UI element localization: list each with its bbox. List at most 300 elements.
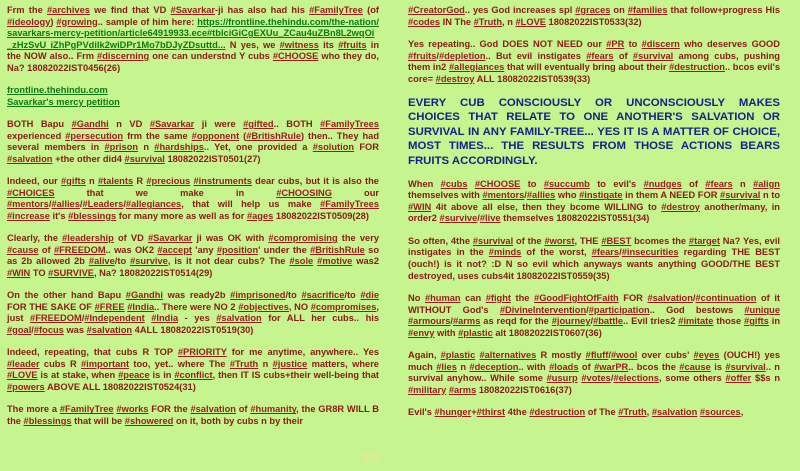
hashtag-conflict[interactable]: #conflict (174, 370, 213, 381)
post-paragraph (7, 290, 379, 336)
paragraph-text: $$s n (751, 373, 780, 384)
hashtag-discerning[interactable]: #discerning (97, 51, 150, 62)
paragraph-text: in them A NEED FOR (622, 190, 721, 201)
paragraph-text: is in (149, 370, 175, 381)
paragraph-text: FOR (618, 293, 648, 304)
hashtag-fruits[interactable]: #fruits (408, 50, 437, 61)
hashtag-peace[interactable]: #peace (118, 370, 150, 381)
paragraph-text: When (408, 178, 441, 189)
hashtag-ages[interactable]: #ages (246, 210, 274, 221)
paragraph-text: -ji has also had his (215, 5, 310, 15)
hashtag-fruits[interactable]: #fruits (338, 39, 367, 50)
paragraph-text: so as 2b allowed 2b (7, 244, 379, 267)
hashtag-free[interactable]: #FREE (94, 301, 125, 312)
paragraph-text: to (520, 178, 544, 189)
hashtag-survival[interactable]: #survival (124, 153, 165, 164)
hashtag-hunger[interactable]: #hunger (434, 407, 472, 418)
paragraph-text: / (590, 316, 594, 327)
article-url-link[interactable]: https://frontline.thehindu.com/the-nation/savarkars-mercy-petition/article64919933.ece#tblciGiCgEXUu_ZCau4uZBn8L2wqOi_zHzSvU iZhPgPVdilk2wiDPr1Mo7bDJyZDsuttd... (7, 16, 379, 50)
paragraph-text: Frm the (7, 5, 48, 15)
hashtag-imprisoned[interactable]: #imprisoned (230, 290, 286, 301)
paragraph-text: , n (502, 16, 516, 27)
hashtag-archives[interactable]: #archives (47, 5, 90, 15)
paragraph-text: is at stake, when (37, 370, 119, 381)
paragraph-text: who they do, Na? 18082022IST0456(26) (7, 51, 379, 73)
paragraph-text: 18082022IST0533(32) (545, 16, 642, 27)
paragraph-text: /to (114, 256, 131, 267)
paragraph-text: / (79, 199, 83, 210)
hashtag-offer[interactable]: #offer (725, 373, 752, 384)
hashtag-increase[interactable]: #increase (7, 210, 50, 221)
post-paragraph (408, 407, 780, 419)
paragraph-text: the very (337, 233, 379, 244)
hashtag-witness[interactable]: #witness (279, 39, 319, 50)
hashtag-leader[interactable]: #leader (7, 358, 40, 369)
link-domain[interactable]: frontline.thehindu.com (7, 85, 108, 96)
paragraph-text: BOTH Bapu (7, 119, 72, 130)
hashtag-justice[interactable]: #justice (272, 358, 308, 369)
hashtag-ideology[interactable]: #ideology (7, 16, 51, 27)
paragraph-text: of it WITHOUT God's (408, 293, 780, 315)
hashtag-persecution[interactable]: #persecution (65, 130, 124, 141)
hashtag-pr[interactable]: #PR (606, 39, 625, 50)
hashtag-allegiances[interactable]: #allegiances (125, 199, 182, 210)
paragraph-text: n VD (108, 119, 150, 130)
hashtag-instruments[interactable]: #instruments (193, 176, 252, 187)
hashtag-continuation[interactable]: #continuation (695, 293, 757, 304)
paragraph-text: , then IT IS cubs+their well-being that (212, 370, 379, 381)
post-paragraph (408, 5, 780, 28)
hashtag-live[interactable]: #live (479, 213, 501, 224)
hashtag-lies[interactable]: #lies (436, 361, 457, 372)
hashtag-survival[interactable]: #survival (720, 190, 761, 201)
hashtag-battle[interactable]: #battle (593, 316, 624, 327)
hashtag-choose[interactable]: #CHOOSE (272, 51, 319, 62)
paragraph-text: we find that VD (89, 5, 171, 15)
paragraph-text: / (31, 324, 34, 335)
paragraph-text: .. sample of him here: (97, 16, 198, 27)
paragraph-text: IN The (440, 16, 474, 27)
link-title[interactable]: Savarkar's mercy petition (7, 96, 120, 107)
hashtag-discern[interactable]: #discern (641, 39, 680, 50)
hashtag-worst[interactable]: #worst (544, 235, 575, 246)
paragraph-text: (OUCH!) yes much (408, 350, 780, 372)
paragraph-text: 4the (505, 407, 530, 418)
paragraph-text: , (740, 407, 744, 418)
hashtag-blessings[interactable]: #blessings (68, 210, 117, 221)
hashtag-align[interactable]: #align (753, 178, 780, 189)
hashtag-allegiances[interactable]: #allegiances (448, 62, 505, 73)
paragraph-text: those (713, 316, 745, 327)
hashtag-opponent[interactable]: #opponent (191, 130, 240, 141)
paragraph-text: .. yes God increases spl (464, 5, 576, 15)
hashtag-britishrule[interactable]: #BritishRule (310, 244, 365, 255)
paragraph-text: on it, both by cubs n by their (173, 415, 304, 426)
hashtag-nudges[interactable]: #nudges (643, 178, 682, 189)
paragraph-text: among cubs, pushing them in2 (408, 50, 780, 73)
paragraph-text: .. BOTH (273, 119, 321, 130)
hashtag-journey[interactable]: #journey (551, 316, 591, 327)
hashtag-graces[interactable]: #graces (575, 5, 611, 15)
hashtag-creatorgod[interactable]: #CreatorGod (408, 5, 465, 15)
paragraph-text: Na? Yes, evil instigates in the (408, 235, 780, 258)
hashtag-familytree[interactable]: #FamilyTree (59, 404, 114, 415)
paragraph-text: .. bcos evil's core= (408, 62, 781, 84)
hashtag-compromises[interactable]: #compromises (310, 301, 377, 312)
hashtag-choices[interactable]: #CHOICES (7, 187, 55, 198)
paragraph-text: - yes (178, 313, 217, 324)
hashtag-alive[interactable]: #alive (88, 256, 115, 267)
paragraph-text: No (408, 293, 425, 304)
paragraph-text: / (48, 199, 52, 210)
paragraph-text: of The (585, 407, 619, 418)
paragraph-text: with (434, 327, 459, 338)
paragraph-text: FOR (354, 142, 379, 153)
hashtag-choose[interactable]: #CHOOSE (474, 178, 521, 189)
paragraph-text: of the worst, (521, 247, 592, 258)
paragraph-text: that will eventually bring about their (504, 62, 670, 73)
paragraph-text: 18082022IST0616(37) (476, 384, 572, 395)
paragraph-text: / (692, 293, 696, 304)
hashtag-mentors[interactable]: #mentors (482, 190, 525, 201)
hashtag-wool[interactable]: #wool (610, 350, 638, 361)
hashtag-fears[interactable]: #fears (705, 178, 733, 189)
paragraph-text: Evil's (408, 407, 435, 418)
paragraph-text: n to (760, 190, 781, 201)
hashtag-salvation[interactable]: #salvation (190, 404, 236, 415)
hashtag-survive[interactable]: #survive (130, 256, 168, 267)
paragraph-text: who (555, 190, 580, 201)
hashtag-cause[interactable]: #cause (679, 361, 711, 372)
paragraph-text: / (123, 199, 126, 210)
paragraph-text: Again, (408, 350, 441, 361)
post-paragraph (7, 119, 379, 165)
hashtag-unique[interactable]: #unique (744, 304, 781, 315)
paragraph-text: that we make in (54, 187, 277, 198)
hashtag-solution[interactable]: #solution (312, 142, 355, 153)
paragraph-text: ji was OK with (192, 233, 269, 244)
hashtag-armours[interactable]: #armours (408, 316, 451, 327)
hashtag-survive[interactable]: #SURVIVE (48, 267, 94, 278)
hashtag-india[interactable]: #India (127, 301, 155, 312)
paragraph-text: bcomes the (631, 235, 689, 246)
hashtag-allies[interactable]: #allies (526, 190, 556, 201)
hashtag-familytrees[interactable]: #FamilyTrees (320, 199, 379, 210)
hashtag-target[interactable]: #target (688, 235, 720, 246)
hashtag-best[interactable]: #BEST (601, 235, 632, 246)
hashtag-destroy[interactable]: #destroy (661, 201, 700, 212)
paragraph-text: 4it above all else, then they bcome WILLING to (431, 201, 662, 212)
paragraph-text: , some others (658, 373, 726, 384)
paragraph-text: another/many, in order2 (408, 201, 780, 224)
paragraph-text: The more a (7, 404, 60, 415)
paragraph-text: .. Yet, one provided a (203, 142, 313, 153)
hashtag-love[interactable]: #LOVE (7, 370, 38, 381)
paragraph-text: it's (49, 210, 69, 221)
paragraph-text: / (81, 313, 85, 324)
paragraph-text: Yes repeating.. God DOES NOT NEED our (408, 39, 607, 50)
paragraph-text: over cubs' (637, 350, 694, 361)
paragraph-text: experienced (7, 130, 66, 141)
hashtag-arms[interactable]: #arms (448, 384, 477, 395)
hashtag-compromising[interactable]: #compromising (268, 233, 338, 244)
paragraph-text: .. There were NO 2 (154, 301, 239, 312)
paragraph-text: for me anytime, anywhere.. Yes (226, 347, 379, 358)
hashtag-prison[interactable]: #prison (104, 142, 139, 153)
hashtag-freedom[interactable]: #FREEDOM (53, 244, 106, 255)
paragraph-text: alt 18082022IST0607(36) (492, 327, 602, 338)
paragraph-text: cubs R (39, 358, 82, 369)
hashtag-fight[interactable]: #fight (485, 293, 511, 304)
post-paragraph (408, 39, 780, 85)
paragraph-text: of VD (113, 233, 148, 244)
hashtag-destroy[interactable]: #destroy (435, 73, 475, 84)
hashtag-envy[interactable]: #envy (408, 327, 435, 338)
paragraph-text: as reqd for the (480, 316, 552, 327)
paragraph-text: was (63, 324, 87, 335)
hashtag-hardships[interactable]: #hardships (154, 142, 204, 153)
hashtag-alternatives[interactable]: #alternatives (479, 350, 537, 361)
hashtag-succumb[interactable]: #succumb (543, 178, 590, 189)
paragraph-text: , (646, 407, 652, 418)
paragraph-text: regarding THE BEST (ouch!) is it not? :D N so evil which anyways wants anything GOOD/THE BEST destroyed, uses cubs4it 18082022IST0559(35) (408, 247, 780, 281)
paragraph-text: for many more as well as for (116, 210, 247, 221)
hashtag-truth[interactable]: #Truth (473, 16, 503, 27)
hashtag-survival[interactable]: #survival (632, 50, 674, 61)
hashtag-win[interactable]: #WIN (408, 201, 432, 212)
hashtag-plastic[interactable]: #plastic (458, 327, 493, 338)
hashtag-participation[interactable]: #participation (588, 304, 650, 315)
right-column (408, 5, 780, 419)
post-paragraph (7, 233, 379, 279)
hashtag-families[interactable]: #families (627, 5, 668, 15)
hashtag-fears[interactable]: #fears (586, 50, 614, 61)
hashtag-fears[interactable]: #fears (591, 247, 620, 258)
hashtag-elections[interactable]: #elections (613, 373, 659, 384)
hashtag-growing[interactable]: #growing (56, 16, 98, 27)
paragraph-text: the (511, 293, 535, 304)
hashtag-imitate[interactable]: #imitate (678, 316, 714, 327)
left-column (7, 5, 379, 427)
paragraph-text: On the other hand Bapu (7, 290, 126, 301)
hashtag-destruction[interactable]: #destruction (669, 62, 725, 73)
paragraph-text: ( (239, 130, 247, 141)
paragraph-text: /to (344, 290, 361, 301)
hashtag-objectives[interactable]: #objectives (238, 301, 289, 312)
hashtag-truth[interactable]: #Truth (618, 407, 647, 418)
hashtag-depletion[interactable]: #depletion (439, 50, 486, 61)
hashtag-accept[interactable]: #accept (157, 244, 192, 255)
hashtag-position[interactable]: #position (216, 244, 259, 255)
hashtag-deception[interactable]: #deception (469, 361, 519, 372)
hashtag-thirst[interactable]: #thirst (476, 407, 506, 418)
hashtag-gifts[interactable]: #gifts (61, 176, 86, 187)
hashtag-salvation[interactable]: #salvation (647, 293, 693, 304)
paragraph-text: / (524, 190, 527, 201)
hashtag-win[interactable]: #WIN (7, 267, 31, 278)
paragraph-text: .. Evil tries2 (623, 316, 679, 327)
paragraph-text: ) then.. They had several members in (7, 130, 379, 153)
hashtag-survival[interactable]: #survival (472, 235, 514, 246)
hashtag-truth[interactable]: #Truth (229, 358, 259, 369)
hashtag-independent[interactable]: #Independent (84, 313, 145, 324)
hashtag-freedom[interactable]: #FREEDOM (30, 313, 82, 324)
hashtag-military[interactable]: #military (408, 384, 447, 395)
hashtag-savarkar[interactable]: #Savarkar (147, 233, 193, 244)
hashtag-love[interactable]: #LOVE (515, 16, 546, 27)
paragraph-text: n (85, 176, 98, 187)
hashtag-familytree[interactable]: #FamilyTree (309, 5, 363, 15)
paragraph-text: / (610, 373, 614, 384)
paragraph-text: of (235, 404, 251, 415)
hashtag-cause[interactable]: #cause (7, 244, 39, 255)
hashtag-sacrifice[interactable]: #sacrifice (301, 290, 345, 301)
paragraph-text: dear cubs, but it is also the (251, 176, 379, 187)
hashtag-priority[interactable]: #PRIORITY (177, 347, 227, 358)
hashtag-familytrees[interactable]: #FamilyTrees (320, 119, 380, 130)
hashtag-insecurities[interactable]: #insecurities (621, 247, 679, 258)
paragraph-text: / (450, 316, 453, 327)
hashtag-allies[interactable]: #allies (51, 199, 80, 210)
paragraph-text: who deserves GOOD (679, 39, 780, 50)
hashtag-fluff[interactable]: #fluff (585, 350, 609, 361)
hashtag-blessings[interactable]: #blessings (23, 415, 72, 426)
paragraph-text: ) (50, 16, 57, 27)
post-paragraph (7, 176, 379, 222)
paragraph-text: on (610, 5, 628, 15)
paragraph-text: .. bcos the (628, 361, 680, 372)
hashtag-gandhi[interactable]: #Gandhi (71, 119, 109, 130)
paragraph-text: / (436, 50, 440, 61)
paragraph-text: , Na? 18082022IST0514(29) (94, 267, 213, 278)
paragraph-text: / (608, 350, 611, 361)
paragraph-text: /to (285, 290, 302, 301)
paragraph-text: frm the same (123, 130, 192, 141)
hashtag-focus[interactable]: #focus (33, 324, 64, 335)
hashtag-eyes[interactable]: #eyes (693, 350, 720, 361)
paragraph-text: can (460, 293, 486, 304)
post-paragraph (408, 236, 780, 282)
hashtag-mentors[interactable]: #mentors (7, 199, 49, 210)
hashtag-votes[interactable]: #votes (581, 373, 611, 384)
paragraph-text: in the NOW also.. Frm (7, 39, 380, 62)
hashtag-precious[interactable]: #precious (146, 176, 191, 187)
paragraph-text: matters, where (307, 358, 379, 369)
hashtag-works[interactable]: #works (116, 404, 149, 415)
paragraph-text: too, yet.. where The (129, 358, 230, 369)
paragraph-text: ABOVE ALL 18082022IST0524(31) (44, 381, 196, 392)
paragraph-text: n (732, 178, 754, 189)
paragraph-text (468, 179, 475, 189)
hashtag-choosing[interactable]: #CHOOSING (276, 187, 332, 198)
hashtag-savarkar[interactable]: #Savarkar (170, 5, 216, 15)
paragraph-text: .. n survival anyhow.. While some (408, 361, 780, 384)
paragraph-text: its (318, 39, 339, 50)
paragraph-text: that follow+progress His (667, 5, 780, 15)
hashtag-sole[interactable]: #sole (289, 256, 314, 267)
paragraph-text: to (624, 39, 642, 50)
paragraph-text: , THE (574, 235, 602, 246)
paragraph-text: / (477, 213, 480, 224)
paragraph-text: one can understnd Y cubs (149, 51, 273, 62)
hashtag-talents[interactable]: #talents (97, 176, 134, 187)
hashtag-die[interactable]: #die (360, 290, 379, 301)
hashtag-minds[interactable]: #minds (488, 247, 522, 258)
post-paragraph (7, 347, 379, 393)
hashtag-goal[interactable]: #goal (7, 324, 32, 335)
hashtag-leaders[interactable]: #Leaders (82, 199, 124, 210)
paragraph-text: 'any (192, 244, 217, 255)
paragraph-text: of the (513, 235, 545, 246)
hashtag-divineintervention[interactable]: #DivineIntervention (499, 304, 587, 315)
hashtag-human[interactable]: #human (424, 293, 461, 304)
page-number: 3/8 (361, 450, 380, 465)
article-link-preview (7, 85, 379, 108)
hashtag-cubs[interactable]: #cubs (440, 178, 468, 189)
paragraph-text: .. God bestows (649, 304, 745, 315)
post-paragraph (408, 179, 780, 225)
paragraph-text: , NO (288, 301, 311, 312)
paragraph-text: FOR THE SAKE OF (7, 301, 95, 312)
paragraph-text: of (613, 50, 633, 61)
paragraph-text: n (456, 361, 470, 372)
hashtag-gandhi[interactable]: #Gandhi (125, 290, 163, 301)
paragraph-text: N yes, we (225, 39, 280, 50)
paragraph-text: themselves 18082022IST0551(34) (500, 213, 650, 224)
hashtag-india[interactable]: #India (151, 313, 179, 324)
hashtag-goodfightoffaith[interactable]: #GoodFightOfFaith (534, 293, 619, 304)
hashtag-motive[interactable]: #motive (317, 256, 353, 267)
hashtag-survive[interactable]: #survive (439, 213, 478, 224)
paragraph-text: Indeed, repeating, that cubs R TOP (7, 347, 178, 358)
paragraph-text: ji were (194, 119, 244, 130)
hashtag-salvation[interactable]: #salvation (651, 407, 698, 418)
paragraph-text: .. But evil instigates (485, 50, 587, 61)
paragraph-text: for ALL her cubs.. his (261, 313, 379, 324)
paragraph-text: So often, 4the (408, 235, 473, 246)
hashtag-salvation[interactable]: #salvation (216, 313, 262, 324)
hashtag-showered[interactable]: #showered (124, 415, 174, 426)
hashtag-important[interactable]: #important (81, 358, 130, 369)
hashtag-plastic[interactable]: #plastic (440, 350, 476, 361)
hashtag-gifted[interactable]: #gifted (243, 119, 274, 130)
hashtag-powers[interactable]: #powers (7, 381, 45, 392)
hashtag-britishrule[interactable]: #BritishRule (246, 130, 301, 141)
paragraph-text: 18082022IST0509(28) (273, 210, 369, 221)
hashtag-usurp[interactable]: #usurp (546, 373, 578, 384)
hashtag-loads[interactable]: #loads (549, 361, 579, 372)
hashtag-leadership[interactable]: #leadership (62, 233, 114, 244)
paragraph-text: FOR the (148, 404, 191, 415)
hashtag-instigate[interactable]: #instigate (579, 190, 623, 201)
hashtag-salvation[interactable]: #salvation (86, 324, 133, 335)
hashtag-codes[interactable]: #codes (408, 16, 441, 27)
paragraph-text: , just (7, 301, 379, 324)
hashtag-gifts[interactable]: #gifts (744, 316, 769, 327)
hashtag-humanity[interactable]: #humanity (250, 404, 297, 415)
paragraph-text: our (331, 187, 379, 198)
hashtag-arms[interactable]: #arms (452, 316, 481, 327)
hashtag-savarkar[interactable]: #Savarkar (149, 119, 195, 130)
hashtag-destruction[interactable]: #destruction (529, 407, 586, 418)
paragraph-text: was ready2b (163, 290, 231, 301)
hashtag-salvation[interactable]: #salvation (7, 153, 53, 164)
paragraph-text: R mostly (536, 350, 586, 361)
hashtag-survival[interactable]: #survival (725, 361, 766, 372)
hashtag-warpr[interactable]: #warPR (594, 361, 629, 372)
paragraph-text: to evil's (589, 178, 644, 189)
hashtag-sources[interactable]: #sources (699, 407, 741, 418)
